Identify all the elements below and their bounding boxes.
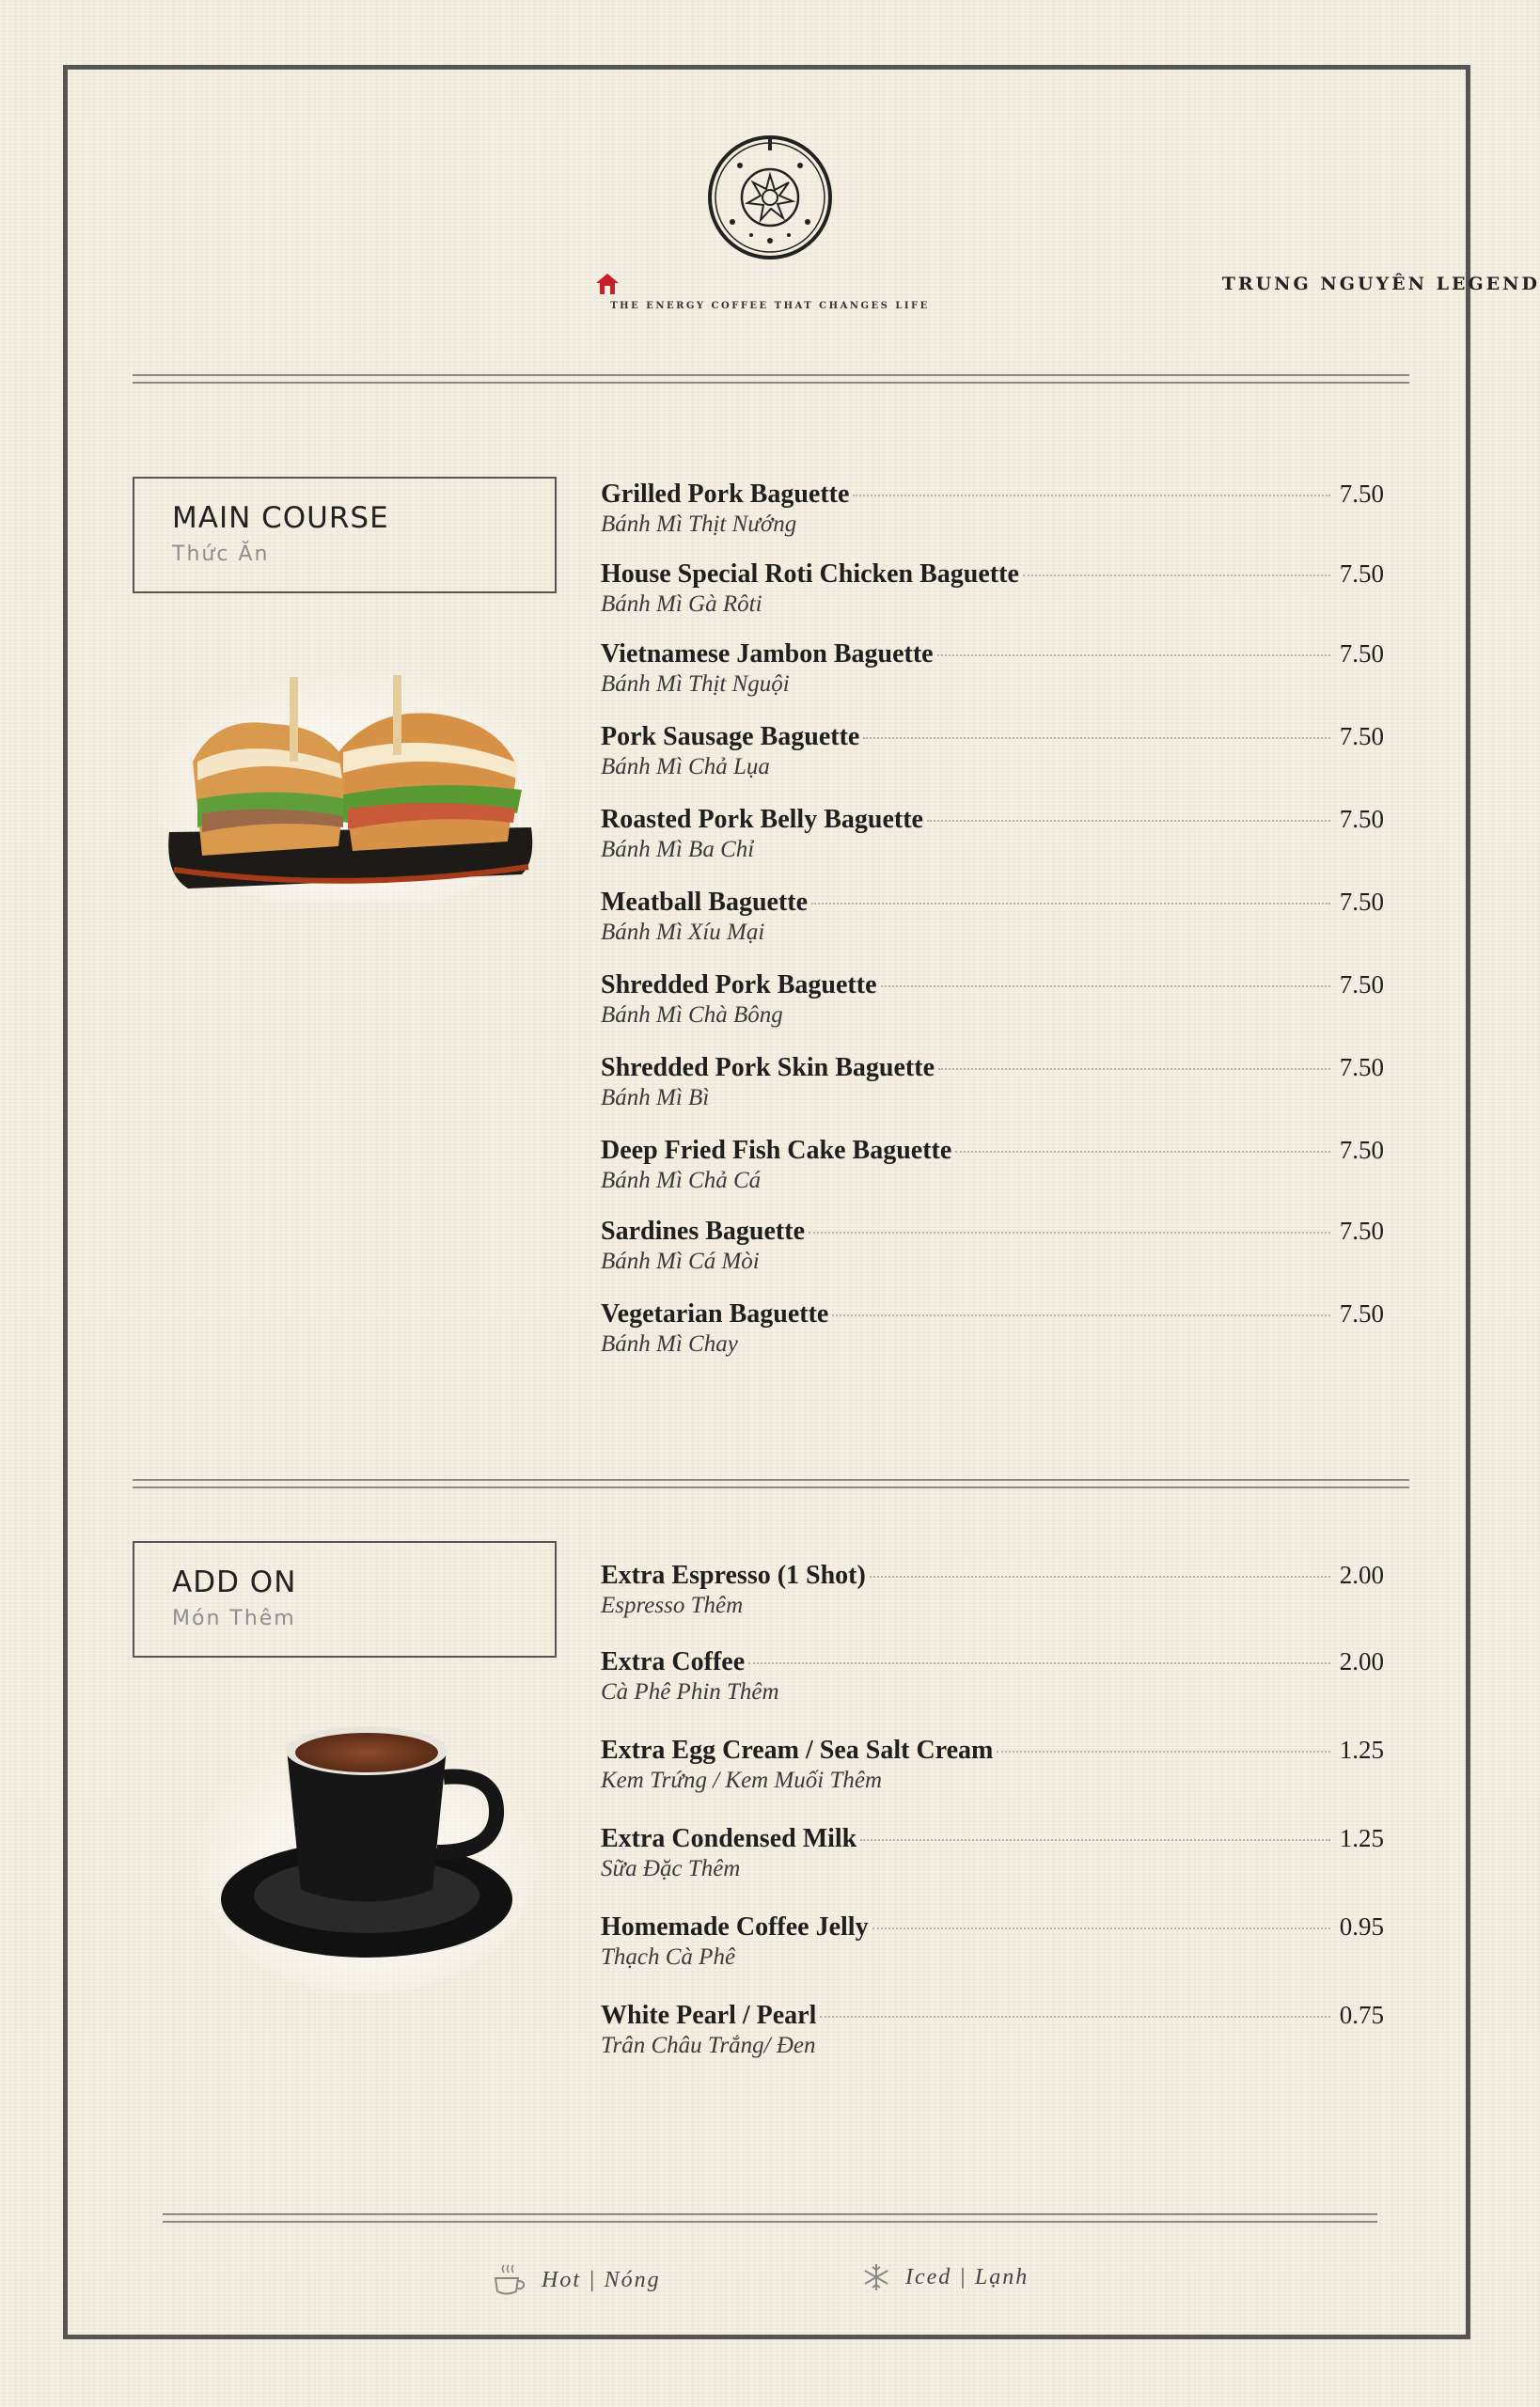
item-price: 7.50: [1339, 480, 1384, 508]
menu-item: [601, 1824, 1384, 1882]
leader-dots: [955, 1151, 1329, 1153]
brand-logo: [0, 132, 1540, 311]
item-price: 7.50: [1339, 1136, 1384, 1164]
menu-item: [601, 639, 1384, 698]
menu-item: [601, 805, 1384, 863]
leader-dots: [1023, 574, 1330, 576]
item-price: 7.50: [1339, 1053, 1384, 1081]
item-vn-name: Cà Phê Phin Thêm: [601, 1679, 779, 1705]
leader-dots: [748, 1662, 1330, 1664]
leader-dots: [938, 1068, 1330, 1070]
section-subtitle: Thức Ăn: [172, 543, 270, 566]
leader-dots: [860, 1839, 1330, 1841]
leader-dots: [853, 495, 1329, 496]
item-name: House Special Roti Chicken Baguette: [601, 559, 1019, 589]
divider: [133, 1479, 1409, 1488]
item-name: Shredded Pork Skin Baguette: [601, 1053, 935, 1082]
section-title: ADD ON: [172, 1565, 297, 1599]
item-name: Roasted Pork Belly Baguette: [601, 805, 923, 834]
menu-item: [601, 1647, 1384, 1706]
menu-item: [601, 559, 1384, 618]
item-name: Shredded Pork Baguette: [601, 970, 877, 999]
item-vn-name: Trân Châu Trắng/ Đen: [601, 2033, 816, 2058]
item-price: 7.50: [1339, 805, 1384, 833]
item-name: Pork Sausage Baguette: [601, 722, 860, 751]
item-vn-name: Bánh Mì Ba Chỉ: [601, 837, 755, 862]
item-vn-name: Bánh Mì Xíu Mại: [601, 920, 765, 945]
item-name: White Pearl / Pearl: [601, 2001, 817, 2030]
leader-dots: [870, 1576, 1330, 1578]
item-name: Extra Espresso (1 Shot): [601, 1561, 866, 1590]
legend-iced: [860, 2261, 1029, 2293]
item-price: 7.50: [1339, 639, 1384, 668]
leader-dots: [927, 820, 1330, 822]
leader-dots: [832, 1314, 1329, 1316]
menu-item: [601, 2001, 1384, 2059]
hot-cup-icon: [491, 2261, 528, 2299]
item-vn-name: Kem Trứng / Kem Muối Thêm: [601, 1768, 883, 1793]
section-header-main-course: [133, 477, 557, 593]
menu-item: [601, 1136, 1384, 1194]
item-price: 7.50: [1339, 888, 1384, 916]
menu-item: [601, 970, 1384, 1029]
item-name: Deep Fried Fish Cake Baguette: [601, 1136, 952, 1165]
leader-dots: [937, 654, 1330, 656]
item-name: Extra Condensed Milk: [601, 1824, 857, 1853]
item-price: 2.00: [1339, 1561, 1384, 1589]
brand-tagline: THE ENERGY COFFEE THAT CHANGES LIFE: [610, 301, 930, 311]
item-vn-name: Bánh Mì Chay: [601, 1331, 738, 1357]
leader-dots: [811, 903, 1330, 905]
item-price: 0.95: [1339, 1912, 1384, 1941]
item-vn-name: Bánh Mì Thịt Nguội: [601, 671, 790, 697]
sandwich-image: [160, 658, 545, 903]
item-name: Meatball Baguette: [601, 888, 809, 917]
brand-title: TRUNG NGUYÊN LEGEND: [1221, 274, 1540, 294]
item-name: Vietnamese Jambon Baguette: [601, 639, 934, 669]
item-name: Extra Coffee: [601, 1647, 746, 1676]
menu-item: [601, 480, 1384, 538]
item-name: Homemade Coffee Jelly: [601, 1912, 869, 1942]
menu-item: [601, 1561, 1384, 1619]
item-name: Vegetarian Baguette: [601, 1299, 829, 1329]
leader-dots: [881, 985, 1330, 987]
item-name: Grilled Pork Baguette: [601, 480, 850, 509]
menu-item: [601, 1912, 1384, 1971]
legend-iced-label: Iced | Lạnh: [905, 2264, 1029, 2289]
item-vn-name: Bánh Mì Thịt Nướng: [601, 511, 797, 537]
item-price: 2.00: [1339, 1647, 1384, 1675]
item-vn-name: Espresso Thêm: [601, 1593, 744, 1618]
leader-dots: [863, 737, 1329, 739]
item-name: Sardines Baguette: [601, 1217, 805, 1246]
menu-item: [601, 1736, 1384, 1794]
menu-frame: [63, 65, 1470, 2339]
section-header-add-on: [133, 1541, 557, 1658]
menu-item: [601, 888, 1384, 946]
house-logo-icon: [595, 273, 620, 295]
leader-dots: [997, 1751, 1329, 1753]
item-price: 7.50: [1339, 1299, 1384, 1328]
item-vn-name: Bánh Mì Chả Lụa: [601, 754, 770, 779]
item-vn-name: Bánh Mì Bì: [601, 1085, 710, 1110]
item-price: 0.75: [1339, 2001, 1384, 2029]
coffee-cup-image: [197, 1711, 536, 1993]
section-title: MAIN COURSE: [172, 501, 389, 535]
item-vn-name: Bánh Mì Chả Cá: [601, 1168, 762, 1193]
item-price: 7.50: [1339, 970, 1384, 999]
item-vn-name: Thạch Cà Phê: [601, 1944, 736, 1970]
item-price: 7.50: [1339, 559, 1384, 588]
leader-dots: [872, 1927, 1330, 1929]
item-vn-name: Bánh Mì Gà Rôti: [601, 591, 762, 617]
divider: [133, 374, 1409, 384]
item-price: 7.50: [1339, 722, 1384, 750]
menu-item: [601, 722, 1384, 780]
item-vn-name: Bánh Mì Cá Mòi: [601, 1249, 760, 1274]
item-vn-name: Bánh Mì Chà Bông: [601, 1002, 783, 1028]
leader-dots: [820, 2016, 1329, 2018]
item-price: 7.50: [1339, 1217, 1384, 1245]
menu-item: [601, 1217, 1384, 1275]
item-vn-name: Sữa Đặc Thêm: [601, 1856, 741, 1881]
item-price: 1.25: [1339, 1736, 1384, 1764]
divider: [163, 2213, 1377, 2223]
legend-hot-label: Hot | Nóng: [542, 2267, 661, 2292]
leader-dots: [809, 1232, 1330, 1234]
item-price: 1.25: [1339, 1824, 1384, 1852]
section-subtitle: Món Thêm: [172, 1607, 296, 1630]
menu-item: [601, 1053, 1384, 1111]
emblem-icon: [704, 132, 836, 263]
legend-hot: [491, 2261, 661, 2299]
menu-item: [601, 1299, 1384, 1358]
snowflake-icon: [860, 2261, 892, 2293]
brand-name: [0, 273, 1540, 295]
item-name: Extra Egg Cream / Sea Salt Cream: [601, 1736, 994, 1765]
